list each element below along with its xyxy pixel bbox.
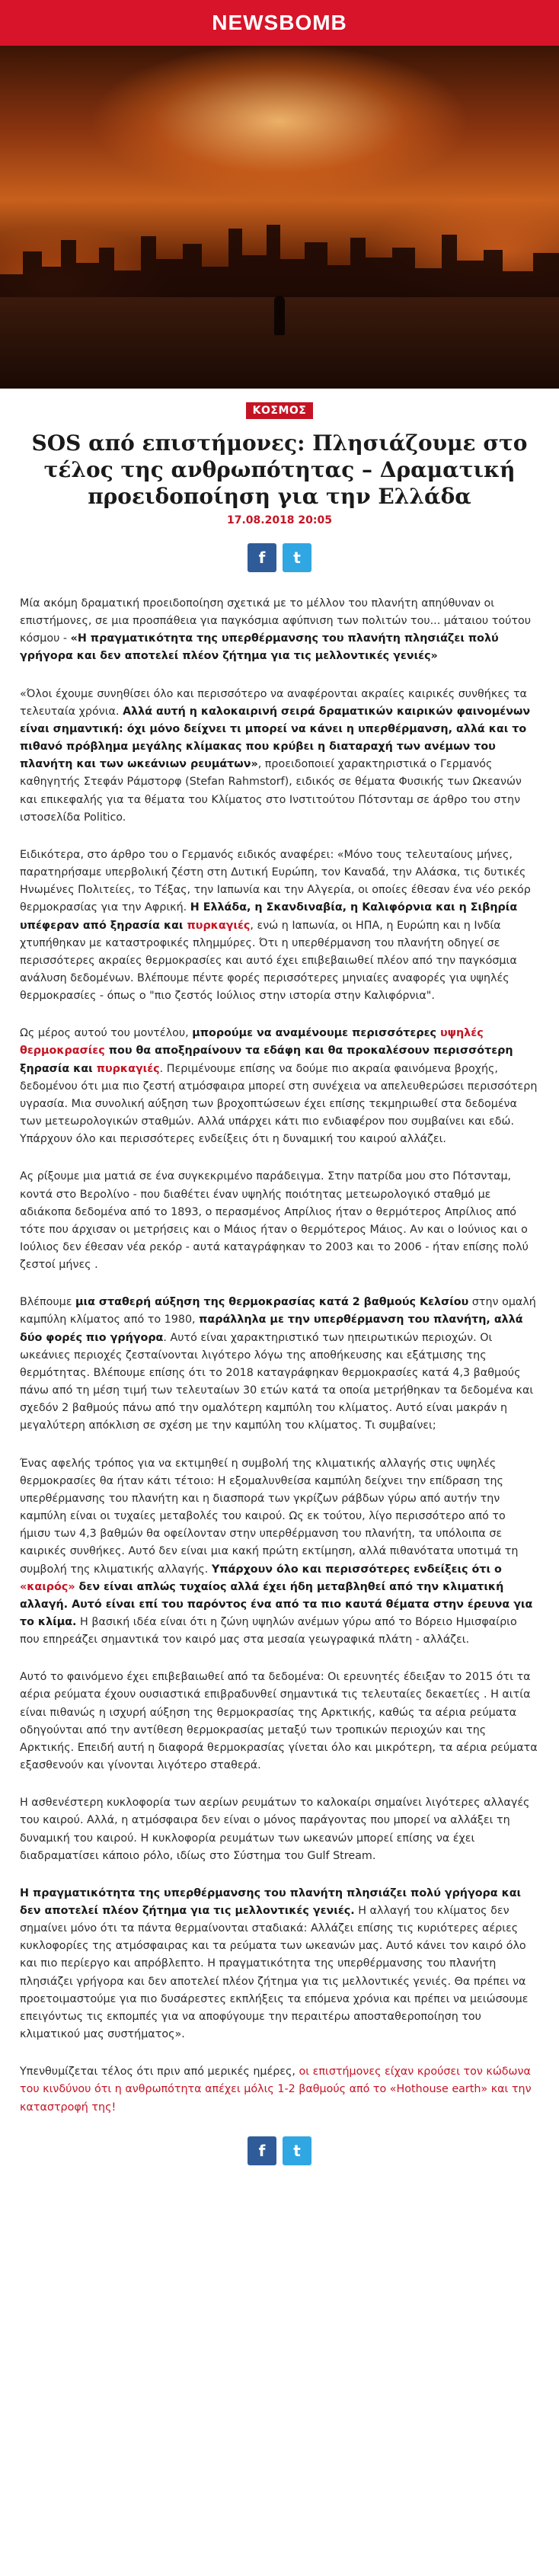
- share-buttons-top: [20, 543, 539, 572]
- paragraph-1: Μία ακόμη δραματική προειδοποίηση σχετικά με το μέλλον του πλανήτη απηύθυναν οι επιστήμονες, σε μια προσπάθεια για παγκόσμια αφύπνιση των πολιτών του... μάταιου τούτου κόσμου - «Η πραγματικότητα της υπερθέρμανσης του πλανήτη πλησιάζει πολύ γρήγορα και δεν αποτελεί πλέον ζήτημα για τις μελλοντικές γενιές»: [20, 597, 531, 663]
- city-ruins-silhouette: [0, 221, 559, 305]
- paragraph-6: Βλέπουμε μια σταθερή αύξηση της θερμοκρασίας κατά 2 βαθμούς Κελσίου στην ομαλή καμπύλη κλίματος από το 1980, παράλληλα με την υπερθέρμανση του πλανήτη, αλλά δύο φορές πιο γρήγορα. Αυτό είναι χαρακτηριστικό των ηπειρωτικών περιοχών. Οι ωκεάνιες περιοχές ζεσταίνονται λιγότερο λόγω της αποθήκευσης και εξάτμισης της θερμότητας. Βλέπουμε επίσης ότι το 2018 καταγράφηκαν θερμοκρασίες κατά 4,3 βαθμούς πάνω από τη μέση τιμή των τελευταίων 30 ετών κατά τα οποία μετρήθηκαν τα δεδομένα και σχεδόν 2 βαθμούς πάνω από την ομαλότερη καμπύλη του κλίματος. Αυτό είναι μακράν η μεγαλύτερη απόκλιση σε σχέση με την καμπύλη του κλίματος. Τι συμβαίνει;: [20, 1296, 536, 1432]
- paragraph-2: «Όλοι έχουμε συνηθίσει όλο και περισσότερο να αναφέρονται ακραίες καιρικές συνθήκες τα τελευταία χρόνια. Αλλά αυτή η καλοκαιρινή σειρά δραματικών καιρικών φαινομένων είναι σημαντική: όχι μόνο δείχνει τι μπορεί να κάνει η υπερθέρμανση, αλλά και το πιθανό πρόβλημα μεγάλης κλίμακας που κρύβει η διαταραχή των ανέμων του πλανήτη και των ωκεάνιων ρευμάτων», προειδοποιεί χαρακτηριστικά ο Γερμανός καθηγητής Στεφάν Ράμστορφ (Stefan Rahmstorf), ειδικός σε θέματα Φυσικής των Ωκεανών και επικεφαλής για τα θέματα του Κλίματος στο Ινστιτούτου Πότσνταμ σε άρθρο του στην ιστοσελίδα Politico.: [20, 687, 531, 824]
- paragraph-9: Η ασθενέστερη κυκλοφορία των αερίων ρευμάτων το καλοκαίρι σημαίνει λιγότερες αλλαγές του καιρού. Αλλά, η ατμόσφαιρα δεν είναι ο μόνος παράγοντας που μπορεί να αλλάξει τη δυναμική του καιρού. Η κυκλοφορία ρευμάτων των ωκεανών μπορεί επίσης να έχει διαδραματίσει κάποιο ρόλο, ιδίως στο Σύστημα του Gulf Stream.: [20, 1797, 530, 1862]
- share-buttons-bottom: [20, 2136, 539, 2165]
- paragraph-5: Ας ρίξουμε μια ματιά σε ένα συγκεκριμένο παράδειγμα. Στην πατρίδα μου στο Πότσνταμ, κοντά στο Βερολίνο - που διαθέτει έναν υψηλής ποιότητας μετεωρολογικό σταθμό με αδιάκοπα δεδομένα από το 1893, ο περασμένος Απρίλιος ήταν ο θερμότερος Απρίλιος από τότε που άρχισαν οι μετρήσεις και ο Μάιος ήταν ο θερμότερος Μάιος. Αν και ο Ιούνιος και ο Ιούλιος δεν έθεσαν νέα ρεκόρ - αυτά καταγράφηκαν το 2003 και το 2006 - ήταν επίσης πολύ ζεστοί μήνες .: [20, 1170, 529, 1272]
- newsbomb-logo[interactable]: NEWSBOMB: [212, 11, 347, 34]
- fires-link[interactable]: πυρκαγιές: [187, 919, 251, 932]
- twitter-icon: t: [293, 2141, 301, 2160]
- high-temperatures-link[interactable]: υψηλές θερμοκρασίες: [20, 1027, 484, 1058]
- article-container: [0, 402, 559, 2165]
- paragraph-10: Η πραγματικότητα της υπερθέρμανσης του πλανήτη πλησιάζει πολύ γρήγορα και δεν αποτελεί πλέον ζήτημα για τις μελλοντικές γενιές. Η αλλαγή του κλίματος δεν σημαίνει μόνο ότι τα πάντα θερμαίνονται σταδιακά: Αλλάζει επίσης τις κυριότερες αέριες κυκλοφορίες της ατμόσφαιρας και τα ρεύματα των ωκεανών μας. Αυτό κάνει τον καιρό όλο και πιο περίεργο και απρόβλεπτο. Η πραγματικότητα της υπερθέρμανσης του πλανήτη πλησιάζει γρήγορα και δεν αποτελεί πλέον ζήτημα για τις μελλοντικές γενιές. Θα πρέπει να προετοιμαστούμε για πιο δυσάρεστες εκπλήξεις τα επόμενα χρόνια και πρέπει να μειώσουμε επειγόντως τις εκπομπές για να αποφύγουμε την περαιτέρω αποσταθεροποίηση του κλιματικού μας συστήματος».: [20, 1886, 529, 2041]
- fires-link-2[interactable]: πυρκαγιές: [96, 1062, 160, 1075]
- article-body: [20, 595, 539, 2117]
- paragraph-11: Υπενθυμίζεται τέλος ότι πριν από μερικές ημέρες, οι επιστήμονες είχαν κρούσει τον κώδωνα του κινδύνου ότι η ανθρωπότητα απέχει μόλις 1-2 βαθμούς από το «Hothouse earth» και την καταστροφή της!: [20, 2066, 532, 2114]
- lone-figure-silhouette: [274, 296, 285, 335]
- twitter-icon: t: [293, 549, 301, 567]
- hero-image: [0, 46, 559, 389]
- facebook-share-button[interactable]: [248, 543, 276, 572]
- hothouse-earth-link[interactable]: οι επιστήμονες είχαν κρούσει τον κώδωνα του κινδύνου ότι η ανθρωπότητα απέχει μόλις 1-2 βαθμούς από το «Hothouse earth» και την καταστροφή της!: [20, 2066, 532, 2114]
- paragraph-4: Ως μέρος αυτού του μοντέλου, μπορούμε να αναμένουμε περισσότερες υψηλές θερμοκρασίες που θα αποξηραίνουν τα εδάφη και θα προκαλέσουν περισσότερη ξηρασία και πυρκαγιές. Περιμένουμε επίσης να δούμε πιο ακραία φαινόμενα βροχής, δεδομένου ότι μια πιο ζεστή ατμόσφαιρα μπορεί στη συνέχεια να απελευθερώσει περισσότερη υγρασία. Μια συνολική αύξηση των βροχοπτώσεων έχει επίσης τεκμηριωθεί στα δεδομένα των μετεωρολογικών σταθμών. Αλλά υπάρχει κάτι πιο ενδιαφέρον που συμβαίνει και εδώ. Υπάρχουν όλο και περισσότερες ενδείξεις ότι η δυναμική του καιρού αλλάζει.: [20, 1027, 538, 1146]
- facebook-icon: f: [258, 549, 266, 567]
- paragraph-3: Ειδικότερα, στο άρθρο του ο Γερμανός ειδικός αναφέρει: «Μόνο τους τελευταίους μήνες, παρατηρήσαμε υπερβολική ζέστη στη Δυτική Ευρώπη, τον Καναδά, την Αλάσκα, τις δυτικές Ηνωμένες Πολιτείες, το Τέξας, την Ιαπωνία και την Αλγερία, οι οποίες έθεσαν ένα νέο ρεκόρ θερμοκρασίας για την Αφρική. Η Ελλάδα, η Σκανδιναβία, η Καλιφόρνια και η Σιβηρία υπέφεραν από ξηρασία και πυρκαγιές, ενώ η Ιαπωνία, οι ΗΠΑ, η Ευρώπη και η Ινδία χτυπήθηκαν με καταστροφικές πλημμύρες. Ότι η υπερθέρμανση του πλανήτη οδηγεί σε περισσότερες ακραίες θερμοκρασίες και αυτό έχει επιβεβαιωθεί πλέον από την παγκόσμια ανάλυση δεδομένων. Βλέπουμε πέντε φορές περισσότερες μηνιαίες αναφορές για υψηλές θερμοκρασίες - όπως ο "πιο ζεστός Ιούλιος στην ιστορία στην Καλιφόρνια".: [20, 848, 531, 1003]
- site-header: [0, 0, 559, 46]
- article-title: SOS από επιστήμονες: Πλησιάζουμε στο τέλος της ανθρωπότητας – Δραματική προειδοποίηση για την Ελλάδα: [31, 430, 528, 509]
- paragraph-8: Αυτό το φαινόμενο έχει επιβεβαιωθεί από τα δεδομένα: Οι ερευνητές έδειξαν το 2015 ότι τα αέρια ρεύματα έχουν ουσιαστικά επιβραδυνθεί σημαντικά τις τελευταίες δεκαετίες . Η αιτία είναι πιθανώς η ισχυρή αύξηση της θερμοκρασίας της Αρκτικής, καθώς τα αέρια ρεύματα οδηγούνται από την αντίθεση θερμοκρασίας μεταξύ των τροπικών περιοχών και της Αρκτικής. Επειδή αυτή η διαφορά θερμοκρασίας γίνεται όλο και μικρότερη, τα αέρια ρεύματα εξασθενούν και γίνονται λιγότερο σταθερά.: [20, 1671, 538, 1772]
- facebook-share-button-bottom[interactable]: [248, 2136, 276, 2165]
- twitter-share-button-bottom[interactable]: [283, 2136, 311, 2165]
- paragraph-7: Ένας αφελής τρόπος για να εκτιμηθεί η συμβολή της κλιματικής αλλαγής στις υψηλές θερμοκρασίες θα ήταν κάτι τέτοιο: Η εξομαλυνθείσα καμπύλη δείχνει την επίδραση της υπερθέρμανσης του πλανήτη και η διασπορά των γκρίζων ράβδων γύρω από αυτήν την καμπύλη είναι οι τυχαίες μεταβολές του καιρού. Ως εκ τούτου, λίγο περισσότερο από το ήμισυ των 4,3 βαθμών θα οφείλονταν στην υπερθέρμανση του πλανήτη, τα υπόλοιπα σε καιρικές συνθήκες. Αυτό δεν είναι μια κακή πρώτη εκτίμηση, αλλά πιθανότατα υποτιμά τη συμβολή της κλιματικής αλλαγής. Υπάρχουν όλο και περισσότερες ενδείξεις ότι ο «καιρός» δεν είναι απλώς τυχαίος αλλά έχει ήδη μεταβληθεί από την κλιματική αλλαγή. Αυτό είναι επί του παρόντος ένα από τα πιο καυτά θέματα στην έρευνα για το κλίμα. Η βασική ιδέα είναι ότι η ζώνη υψηλών ανέμων γύρω από το Βόρειο Ημισφαίριο που επηρεάζει σημαντικά τον καιρό μας στα μεσαία γεωγραφικά πλάτη - αλλάζει.: [20, 1457, 533, 1646]
- weather-link[interactable]: «καιρός»: [20, 1580, 75, 1593]
- publish-date: 17.08.2018 20:05: [226, 514, 332, 526]
- category-badge[interactable]: ΚΟΣΜΟΣ: [246, 402, 314, 419]
- twitter-share-button[interactable]: [283, 543, 311, 572]
- facebook-icon: f: [258, 2141, 266, 2160]
